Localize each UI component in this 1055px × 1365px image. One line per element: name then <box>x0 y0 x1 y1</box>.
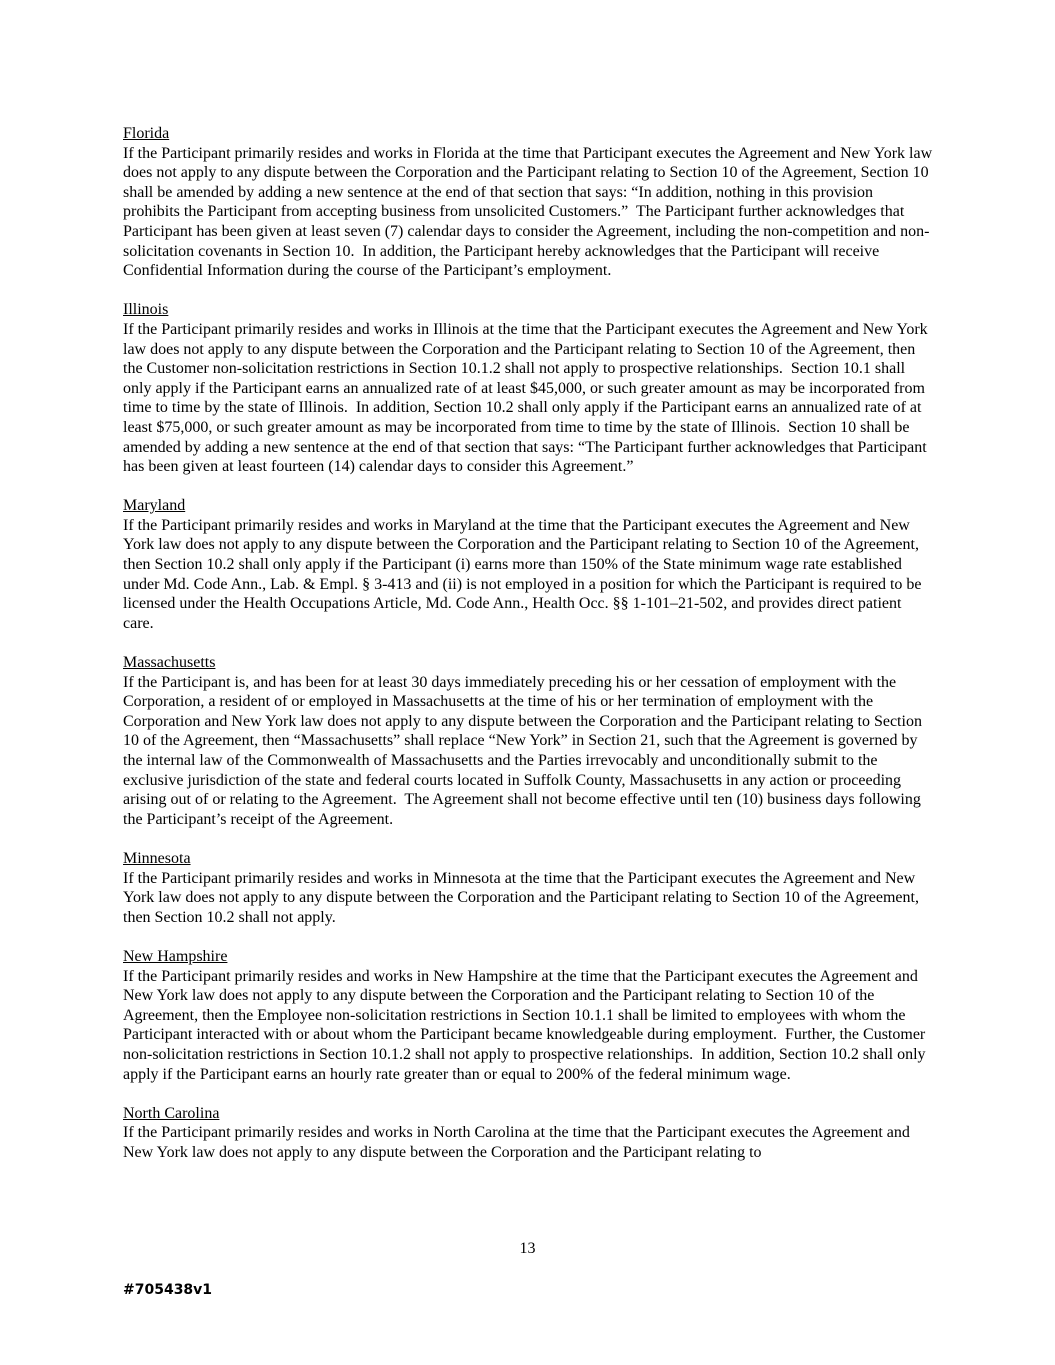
section-maryland <box>123 496 933 633</box>
document-content <box>123 124 937 1182</box>
section-florida <box>123 124 937 281</box>
section-new-hampshire <box>123 947 933 1084</box>
section-heading: New Hampshire <box>123 947 228 965</box>
section-heading: Florida <box>123 125 170 142</box>
page-number: 13 <box>519 1240 536 1257</box>
section-illinois <box>123 300 933 476</box>
section-heading: Illinois <box>123 301 169 319</box>
section-heading: Massachusetts <box>123 654 216 672</box>
section-body: If the Participant is, and has been for at least 30 days immediately preceding his or her cessation of employment with the Corporation, a resident of or employed in Massachusetts at the time of his or her termination of employment with the Corporation and New York law does not apply to any dispute between the Corporation and the Participant relating to Section 10 of the Agreement, then “Massachusetts” shall replace “New York” in Section 21, such that the Agreement is governed by the internal law of the Commonwealth of Massachusetts and the Parties irrevocably and unconditionally submit to the exclusive jurisdiction of the state and federal courts located in Suffolk County, Massachusetts in any action or proceeding arising out of or relating to the Agreement. The Agreement shall not become effective until ten (10) business days following the Participant’s receipt of the Agreement. <box>123 673 926 828</box>
section-body: If the Participant primarily resides and works in Florida at the time that Participant executes the Agreement and New York law does not apply to any dispute between the Corporation and the Participant relating to Section 10 of the Agreement, Section 10 shall be amended by adding a new sentence at the end of that section that says: “In addition, nothing in this provision prohibits the Participant from accepting business from unsolicited Customers.” The Participant further acknowledges that Participant has been given at least seven (7) calendar days to consider the Agreement, including the non-competition and non-solicitation covenants in Section 10. In addition, the Participant hereby acknowledges that the Participant will receive Confidential Information during the course of the Participant’s employment. <box>123 144 937 280</box>
section-body: If the Participant primarily resides and works in Minnesota at the time that the Participant executes the Agreement and New York law does not apply to any dispute between the Corporation and the Participant relating to Section 10 of the Agreement, then Section 10.2 shall not apply. <box>123 869 923 926</box>
section-minnesota <box>123 849 933 927</box>
section-body: If the Participant primarily resides and works in Maryland at the time that the Participant executes the Agreement and New York law does not apply to any dispute between the Corporation and the Participant relating to Section 10 of the Agreement, then Section 10.2 shall only apply if the Participant (i) earns more than 150% of the State minimum wage rate established under Md. Code Ann., Lab. & Empl. § 3-413 and (ii) is not employed in a position for which the Participant is required to be licensed under the Health Occupations Article, Md. Code Ann., Health Occ. §§ 1-101–21-502, and provides direct patient care. <box>123 516 926 632</box>
section-north-carolina <box>123 1104 933 1163</box>
section-heading: North Carolina <box>123 1104 220 1122</box>
section-heading: Maryland <box>123 497 186 515</box>
section-body: If the Participant primarily resides and works in New Hampshire at the time that the Participant executes the Agreement and New York law does not apply to any dispute between the Corporation and the Participant relating to Section 10 of the Agreement, then the Employee non-solicitation restrictions in Section 10.1.1 shall be limited to employees with whom the Participant interacted with or about whom the Participant became knowledgeable during employment. Further, the Customer non-solicitation restrictions in Section 10.1.2 shall not apply to prospective relationships. In addition, Section 10.2 shall only apply if the Participant earns an hourly rate greater than or equal to 200% of the federal minimum wage. <box>123 967 930 1083</box>
section-body: If the Participant primarily resides and works in Illinois at the time that the Participant executes the Agreement and New York law does not apply to any dispute between the Corporation and the Participant relating to Section 10 of the Agreement, then the Customer non-solicitation restrictions in Section 10.1.2 shall not apply to prospective relationships. Section 10.1 shall only apply if the Participant earns an annualized rate of at least $45,000, or such greater amount as may be incorporated from time to time by the state of Illinois. In addition, Section 10.2 shall only apply if the Participant earns an annualized rate of at least $75,000, or such greater amount as may be incorporated from time to time by the state of Illinois. Section 10 shall be amended by adding a new sentence at the end of that section that says: “The Participant further acknowledges that Participant has been given at least fourteen (14) calendar days to consider this Agreement.” <box>123 320 932 476</box>
document-id-footer: #705438v1 <box>123 1282 213 1298</box>
section-heading: Minnesota <box>123 849 191 867</box>
section-body: If the Participant primarily resides and works in North Carolina at the time that the Participant executes the Agreement and New York law does not apply to any dispute between the Corporation and the Participant relating to <box>123 1124 914 1161</box>
section-massachusetts <box>123 653 933 829</box>
